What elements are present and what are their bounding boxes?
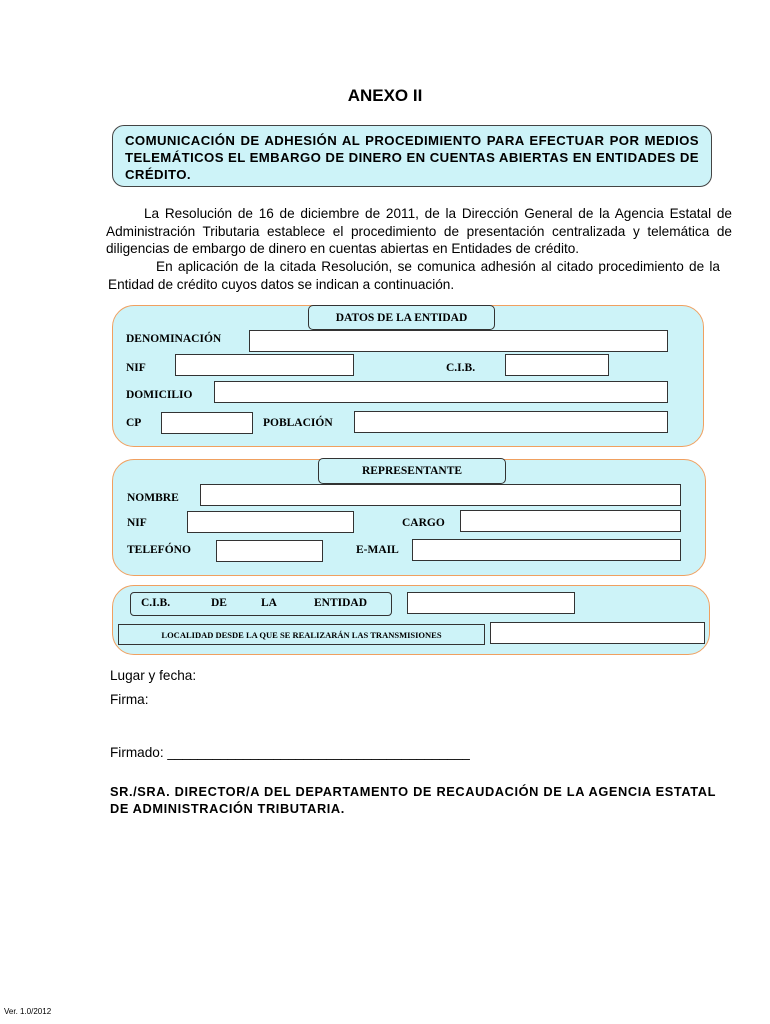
denominacion-label: DENOMINACIÓN [126,333,222,345]
poblacion-field[interactable] [354,411,668,433]
cib-entidad-field[interactable] [407,592,575,614]
domicilio-field[interactable] [214,381,668,403]
cib-word-4: ENTIDAD [314,597,368,609]
entidad-section-tab: DATOS DE LA ENTIDAD [308,305,495,330]
entidad-cib-label: C.I.B. [446,362,476,374]
representante-nif-field[interactable] [187,511,354,533]
entidad-nif-field[interactable] [175,354,354,376]
poblacion-label: POBLACIÓN [263,417,333,429]
localidad-field[interactable] [490,622,705,644]
telefono-field[interactable] [216,540,323,562]
representante-section-tab: REPRESENTANTE [318,458,506,484]
entidad-nif-label: NIF [126,362,146,374]
cib-word-1: C.I.B. [141,597,171,609]
intro-paragraph: La Resolución de 16 de diciembre de 2011, de la Dirección General de la Agencia Estatal de Administración Tributaria establece el procedimiento de presentación centralizada y telemática de diligencias de embargo de dinero en cuentas abiertas en Entidades de crédito. [106,206,732,256]
representante-nif-label: NIF [127,517,147,529]
lugar-fecha-label: Lugar y fecha: [110,668,197,683]
cib-word-3: LA [261,597,277,609]
email-label: E-MAIL [356,544,399,556]
localidad-label: LOCALIDAD DESDE LA QUE SE REALIZARÁN LAS TRANSMISIONES [118,624,485,645]
denominacion-field[interactable] [249,330,668,352]
cib-entidad-label [130,592,392,616]
email-field[interactable] [412,539,681,561]
adhesion-paragraph: En aplicación de la citada Resolución, se comunica adhesión al citado procedimiento de la Entidad de crédito cuyos datos se indican a continuación. [108,259,720,292]
page-title: ANEXO II [347,86,423,105]
cargo-label: CARGO [402,517,445,529]
telefono-label: TELEFÓNO [127,544,191,556]
cib-word-2: DE [211,597,227,609]
entidad-cib-field[interactable] [505,354,609,376]
version-label: Ver. 1.0/2012 [4,1007,52,1016]
firmado-line: Firmado: ________________________________________ [110,745,470,760]
cargo-field[interactable] [460,510,681,532]
addressee: SR./SRA. DIRECTOR/A DEL DEPARTAMENTO DE RECAUDACIÓN DE LA AGENCIA ESTATAL DE ADMINISTRACIÓN TRIBUTARIA. [110,784,716,816]
cp-field[interactable] [161,412,253,434]
nombre-field[interactable] [200,484,681,506]
header-box: COMUNICACIÓN DE ADHESIÓN AL PROCEDIMIENTO PARA EFECTUAR POR MEDIOS TELEMÁTICOS EL EMBARGO DE DINERO EN CUENTAS ABIERTAS EN ENTIDADES DE CRÉDITO. [112,125,712,187]
firma-label: Firma: [110,692,149,707]
nombre-label: NOMBRE [127,492,179,504]
domicilio-label: DOMICILIO [126,389,193,401]
cp-label: CP [126,417,142,429]
